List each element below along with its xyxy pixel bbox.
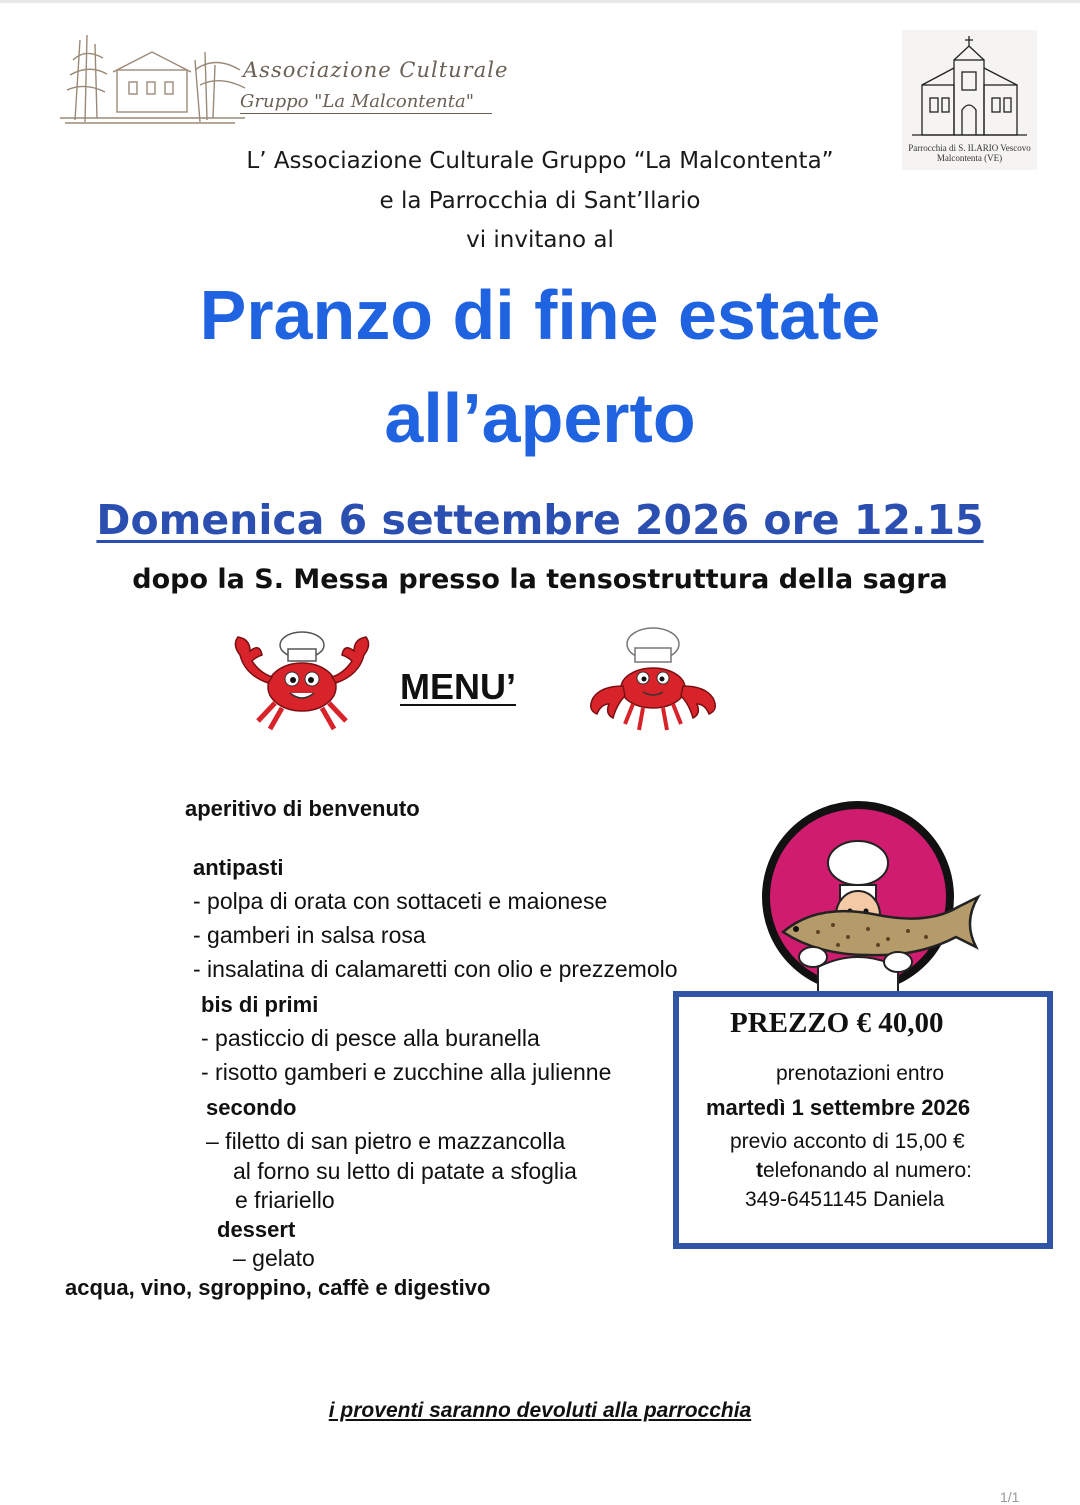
crab-chef-left-icon [220, 625, 385, 740]
church-icon [902, 30, 1037, 142]
menu-dessert: – gelato [233, 1245, 315, 1271]
menu-antipasto-2: - gamberi in salsa rosa [193, 922, 426, 948]
event-date [0, 496, 1080, 544]
villa-sketch-icon [55, 30, 255, 130]
church-caption-line2: Malcontenta (VE) [936, 153, 1003, 163]
association-logo-subtext: Gruppo "La Malcontenta" [240, 91, 492, 114]
intro-line-3: vi invitano al [466, 227, 614, 253]
intro-line-1: L’ Associazione Culturale Gruppo “La Malcontenta” [246, 148, 834, 174]
menu-secondo-label: secondo [206, 1095, 297, 1120]
menu-primo-2: - risotto gamberi e zucchine alla julienne [201, 1059, 612, 1085]
menu-dessert-label: dessert [217, 1217, 296, 1242]
proceeds-note: i proventi saranno devoluti alla parrocchia [328, 1399, 752, 1422]
event-title-line-2: all’aperto [384, 379, 696, 457]
menu-antipasto-1: - polpa di orata con sottaceti e maionese [193, 888, 608, 914]
phone-number[interactable]: 349-6451145 Daniela [745, 1188, 945, 1211]
menu-drinks: acqua, vino, sgroppino, caffè e digestivo [65, 1275, 491, 1300]
menu-secondo-line-1: – filetto di san pietro e mazzancolla [206, 1128, 566, 1154]
booking-deadline: martedì 1 settembre 2026 [706, 1095, 971, 1120]
booking-label: prenotazioni entro [776, 1062, 945, 1085]
phone-label-rest: elefonando al numero: [763, 1159, 972, 1182]
page-number: 1/1 [1000, 1489, 1020, 1505]
event-title-line-1: Pranzo di fine estate [199, 276, 881, 354]
phone-label [756, 1159, 972, 1183]
association-logo-text: Associazione Culturale [243, 58, 509, 82]
menu-aperitivo: aperitivo di benvenuto [185, 796, 420, 821]
crab-chef-right-icon [583, 620, 723, 740]
deposit-text: previo acconto di 15,00 € [730, 1130, 965, 1153]
menu-primi-label: bis di primi [201, 992, 319, 1017]
intro-line-2: e la Parrocchia di Sant’Ilario [379, 188, 701, 214]
menu-secondo-line-2: al forno su letto di patate a sfoglia [233, 1158, 577, 1184]
chef-with-fish-icon [758, 797, 988, 1002]
menu-antipasti-label: antipasti [193, 855, 284, 880]
menu-antipasto-3: - insalatina di calamaretti con olio e prezzemolo [193, 956, 678, 982]
event-date-text: Domenica 6 settembre 2026 ore 12.15 [96, 496, 984, 544]
menu-primo-1: - pasticcio di pesce alla buranella [201, 1025, 540, 1051]
church-caption-line1: Parrocchia di S. ILARIO Vescovo [908, 143, 1031, 153]
top-border [0, 0, 1080, 3]
phone-label-initial: t [756, 1159, 763, 1182]
event-place: dopo la S. Messa presso la tensostruttura della sagra [132, 564, 948, 595]
menu-secondo-line-3: e friariello [235, 1187, 335, 1213]
price: PREZZO € 40,00 [730, 1007, 944, 1039]
menu-heading: MENU’ [400, 666, 516, 707]
